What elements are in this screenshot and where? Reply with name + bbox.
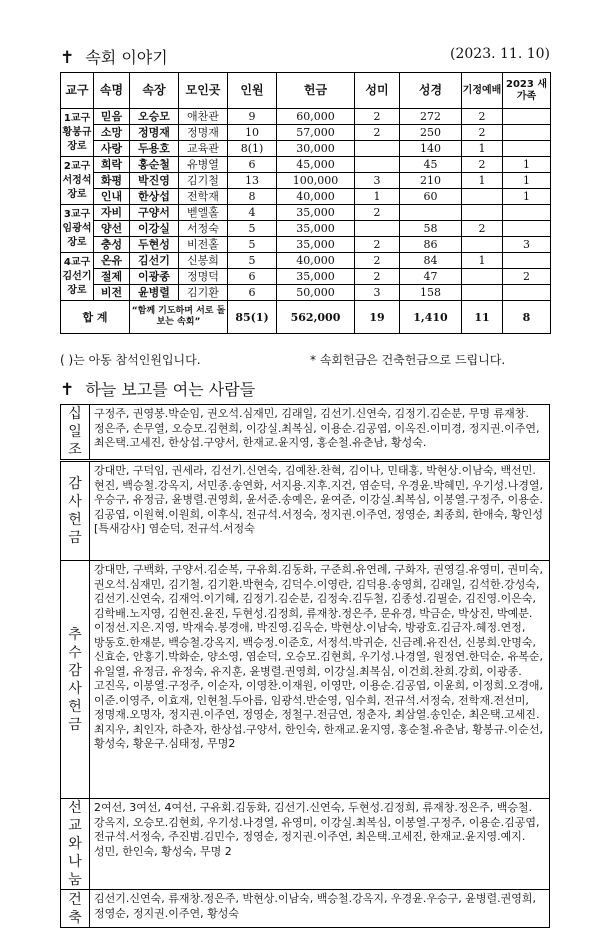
section1-title: 속회 이야기 [85, 48, 168, 67]
offering-names: 김선기.신연숙, 류재창.정은주, 박현상.이남숙, 백승철.강옥지, 우경윤.우승구, 윤병렬.권영희, 정영순, 정지권.이주연, 황성숙 [90, 890, 550, 928]
cell-rice: 2 [355, 125, 400, 141]
cell-offering: 40,000 [277, 253, 355, 269]
cell-newfam: 1 [503, 189, 551, 205]
district-label: 4교구 김선기 장로 [61, 253, 94, 301]
district-label: 2교구 서정석 장로 [61, 157, 94, 205]
cell-name: 희락 [94, 157, 130, 173]
cell-bible: 47 [400, 269, 462, 285]
cell-name: 양선 [94, 221, 130, 237]
cell-bible: 250 [400, 125, 462, 141]
total-offering: 562,000 [277, 301, 355, 334]
cell-newfam [503, 253, 551, 269]
cell-name: 인내 [94, 189, 130, 205]
cell-worship [462, 189, 503, 205]
district-label: 3교구 임광석 장로 [61, 205, 94, 253]
table-row [61, 109, 551, 125]
cell-worship [462, 285, 503, 301]
cell-leader: 정명재 [130, 125, 179, 141]
section2-title: 하늘 보고를 여는 사람들 [85, 380, 256, 399]
header-count: 인원 [228, 73, 277, 109]
cell-count: 5 [228, 237, 277, 253]
offering-category-label: 건축 [68, 891, 82, 926]
table-row [61, 189, 551, 205]
offering-names: 강대만, 구덕임, 권세라, 김선기.신연숙, 김예찬.찬혁, 김이나, 민태홍, 박현상.이남숙, 백선민.현진, 백승철.강옥지, 서민종.송연화, 서지용.지후.지건, 염순덕, 우경윤.박혜민, 우기성.나경열, 우승구, 유정금, 윤병렬.권영희, 윤서준.송예은, 윤여준, 이강실.최복심, 이봉열.구정주, 이용순.김공엽, 이원혁.이원희, 이후식, 전규석.서정숙, 정지권.이주연, 정영순, 최종희, 한애숙, 황인성 [특새감사] 염순덕, 전규석.서정숙 [90, 461, 550, 561]
cell-offering: 45,000 [277, 157, 355, 173]
cell-newfam: 1 [503, 157, 551, 173]
cell-leader: 김선기 [130, 253, 179, 269]
cell-name: 자비 [94, 205, 130, 221]
cell-newfam [503, 285, 551, 301]
cell-place: 유병열 [179, 157, 228, 173]
cell-count: 4 [228, 205, 277, 221]
cell-rice: 1 [355, 189, 400, 205]
cell-count: 9 [228, 109, 277, 125]
group-meeting-table [60, 72, 551, 334]
cell-place: 비전홀 [179, 237, 228, 253]
offering-category-label: 선교와나눔 [68, 800, 82, 888]
cell-bible: 58 [400, 221, 462, 237]
header-group-name: 속명 [94, 73, 130, 109]
cell-bible: 60 [400, 189, 462, 205]
cell-count: 8(1) [228, 141, 277, 157]
note-children: ( )는 아동 참석인원입니다. [60, 353, 201, 367]
cell-rice: 3 [355, 173, 400, 189]
cell-leader: 윤병렬 [130, 285, 179, 301]
cell-leader: 오승모 [130, 109, 179, 125]
total-rice: 19 [355, 301, 400, 334]
header-district: 교구 [61, 73, 94, 109]
cell-worship: 1 [462, 253, 503, 269]
total-label: 합 계 [61, 301, 130, 334]
cell-rice: 2 [355, 237, 400, 253]
header-offering: 헌금 [277, 73, 355, 109]
cell-place: 서정숙 [179, 221, 228, 237]
cell-leader: 한상섭 [130, 189, 179, 205]
cell-leader: 두용호 [130, 141, 179, 157]
table-row [61, 253, 551, 269]
cell-count: 6 [228, 285, 277, 301]
cell-name: 비전 [94, 285, 130, 301]
cell-place: 교육관 [179, 141, 228, 157]
cell-offering: 35,000 [277, 269, 355, 285]
header-leader: 속장 [130, 73, 179, 109]
cell-worship: 2 [462, 125, 503, 141]
cell-worship [462, 205, 503, 221]
cell-rice [355, 141, 400, 157]
cell-rice: 2 [355, 109, 400, 125]
table-notes [60, 351, 550, 368]
table-row [61, 285, 551, 301]
total-motto: “함께 기도하며 서로 돌보는 속회” [130, 301, 228, 334]
cell-offering: 50,000 [277, 285, 355, 301]
header-place: 모인곳 [179, 73, 228, 109]
table-row [61, 173, 551, 189]
cell-bible: 45 [400, 157, 462, 173]
table-row [61, 141, 551, 157]
cell-count: 5 [228, 253, 277, 269]
cell-place: 전학재 [179, 189, 228, 205]
offering-category-label: 추수감사헌금 [68, 626, 82, 733]
cross-icon: ✝ [60, 380, 75, 400]
cell-offering: 35,000 [277, 237, 355, 253]
total-newfam: 8 [503, 301, 551, 334]
cell-place: 정명재 [179, 125, 228, 141]
cell-newfam: 2 [503, 269, 551, 285]
cell-count: 6 [228, 269, 277, 285]
cell-place: 김기환 [179, 285, 228, 301]
cell-leader: 이광종 [130, 269, 179, 285]
cell-name: 믿음 [94, 109, 130, 125]
cell-name: 충성 [94, 237, 130, 253]
cell-offering: 100,000 [277, 173, 355, 189]
table-header-row [61, 73, 551, 109]
offering-category [61, 890, 90, 928]
offering-category [61, 799, 90, 890]
table-row [61, 221, 551, 237]
offering-names: 구정주, 권영봉.박순임, 권오석.심재민, 김래일, 김선기.신연숙, 김정기.김순분, 무명 류재창.정은주, 손무열, 오승모.김현희, 이강실.최복심, 이용순.김공엽, 이옥진.이미경, 정지권.이주연, 최은택.고세진, 한상섭.구양서, 한재교.윤지영, 홍순철.유춘남, 황성숙. [90, 405, 550, 461]
table-row [61, 237, 551, 253]
cell-bible: 86 [400, 237, 462, 253]
cell-worship: 2 [462, 157, 503, 173]
cell-worship: 2 [462, 109, 503, 125]
cell-newfam: 3 [503, 237, 551, 253]
cell-bible: 84 [400, 253, 462, 269]
offering-category-label: 감사헌금 [68, 476, 82, 546]
cell-rice: 3 [355, 285, 400, 301]
cell-leader: 구양서 [130, 205, 179, 221]
cell-bible: 158 [400, 285, 462, 301]
cell-name: 사랑 [94, 141, 130, 157]
cell-count: 13 [228, 173, 277, 189]
cell-place: 애찬관 [179, 109, 228, 125]
offering-list-table [60, 404, 550, 928]
cell-bible: 210 [400, 173, 462, 189]
cell-worship [462, 269, 503, 285]
cell-rice [355, 221, 400, 237]
cell-rice [355, 157, 400, 173]
header-new-family: 2023 새가족 [503, 73, 551, 109]
cell-offering: 35,000 [277, 205, 355, 221]
cell-place: 김기철 [179, 173, 228, 189]
cell-newfam [503, 221, 551, 237]
cell-name: 온유 [94, 253, 130, 269]
cell-name: 화평 [94, 173, 130, 189]
cell-newfam: 1 [503, 173, 551, 189]
cell-leader: 박진영 [130, 173, 179, 189]
cell-rice: 2 [355, 269, 400, 285]
table-row [61, 205, 551, 221]
cell-count: 8 [228, 189, 277, 205]
cell-bible [400, 205, 462, 221]
cell-rice: 2 [355, 205, 400, 221]
total-bible: 1,410 [400, 301, 462, 334]
header-bible: 성경 [400, 73, 462, 109]
district-label: 1교구 황봉규 장로 [61, 109, 94, 157]
offering-row [61, 405, 550, 461]
total-worship: 11 [462, 301, 503, 334]
header-rice: 성미 [355, 73, 400, 109]
cell-count: 10 [228, 125, 277, 141]
section2-header [60, 377, 550, 401]
cell-count: 6 [228, 157, 277, 173]
cell-leader: 홍순철 [130, 157, 179, 173]
cell-newfam [503, 205, 551, 221]
offering-category [61, 405, 90, 461]
cell-worship [462, 237, 503, 253]
offering-category [61, 561, 90, 799]
cell-name: 소망 [94, 125, 130, 141]
section1-header [60, 45, 550, 69]
offering-category [61, 461, 90, 561]
cell-rice: 2 [355, 253, 400, 269]
cell-bible: 140 [400, 141, 462, 157]
cell-newfam [503, 125, 551, 141]
note-offering: * 속회헌금은 건축헌금으로 드립니다. [310, 353, 506, 367]
cell-bible: 272 [400, 109, 462, 125]
table-row [61, 157, 551, 173]
table-row [61, 125, 551, 141]
cell-offering: 30,000 [277, 141, 355, 157]
offering-category-label: 십일조 [68, 406, 82, 458]
cross-icon: ✝ [60, 48, 75, 68]
cell-offering: 57,000 [277, 125, 355, 141]
header-worship: 기정예배 [462, 73, 503, 109]
cell-worship: 2 [462, 221, 503, 237]
cell-offering: 60,000 [277, 109, 355, 125]
total-count: 85(1) [228, 301, 277, 334]
cell-offering: 35,000 [277, 221, 355, 237]
table-row [61, 269, 551, 285]
total-row [61, 301, 551, 334]
cell-worship: 1 [462, 173, 503, 189]
cell-name: 절제 [94, 269, 130, 285]
offering-row [61, 461, 550, 561]
cell-newfam [503, 141, 551, 157]
cell-offering: 40,000 [277, 189, 355, 205]
cell-count: 5 [228, 221, 277, 237]
offering-row [61, 890, 550, 928]
cell-worship: 1 [462, 141, 503, 157]
offering-row [61, 799, 550, 890]
report-date: (2023. 11. 10) [450, 46, 550, 62]
offering-names: 2여선, 3여선, 4여선, 구유회.김동화, 김선기.신연숙, 두현성.김정희, 류재창.정은주, 백승철.강옥지, 오승모.김현희, 우기성.나경열, 유영미, 이강실.최복심, 이봉열.구정주, 이용순.김공엽, 전규석.서정숙, 주진범.김민수, 정영순, 정지권.이주연, 최은택.고세진, 한재교.윤지영.예지.성민, 한인숙, 황성숙, 무명 2 [90, 799, 550, 890]
cell-newfam [503, 109, 551, 125]
cell-leader: 두현성 [130, 237, 179, 253]
cell-place: 벧엘홀 [179, 205, 228, 221]
cell-leader: 이강실 [130, 221, 179, 237]
offering-row [61, 561, 550, 799]
cell-place: 정명덕 [179, 269, 228, 285]
offering-names: 강대만, 구백화, 구양서.김순복, 구유회.김동화, 구준희.유연례, 구화자, 권영길.유영미, 권미숙, 권오석.심재민, 김기철, 김기환.박현숙, 김덕수.이영란, 김덕용.송영희, 김래일, 김석한.강성숙, 김선기.신연숙, 김재억.이기혜, 김정기.김순분, 김정숙.김두철, 김종성.김필순, 김진영.이은숙, 김학배.노지영, 김현진.윤진, 두현성.김정희, 류재창.정은주, 문유경, 박금순, 박상진, 박예분.이정선.지은.지영, 박재숙.봉경애, 박진영.김옥순, 박현상.이남숙, 방광호.김금자.혜정.연정, 방동호.한재분, 백승철.강옥지, 백승정.이준호, 서정석.박귀순, 신금례.유진선, 신봉희.안명숙, 신효순, 안홍기.박화순, 양소영, 염순덕, 오승모.김현희, 우기성.나경열, 원정연.한덕순, 유복순, 유일열, 유정금, 유정숙, 유지훈, 윤병렬.권영희, 이강실.최복심, 이건희.찬희.강희, 이광종.고진옥, 이봉열.구정주, 이순자, 이영찬.이재원, 이영만, 이용순.김공엽, 이윤희, 이정희.오경애, 이준.이영주, 이효재, 인현철.두아름, 임광석.반순영, 임수희, 전규석.서정숙, 전학재.전선미, 정명재.오명자, 정지권.이주연, 정영순, 정철구.전금연, 정춘자, 최삼열.송인순, 최은택.고세진.최지우, 최인자, 하춘자, 한상섭.구양서, 한인숙, 한재교.윤지영, 홍순철.유춘남, 황봉규.이순선, 황성숙, 황운구.심태정, 무명2 [90, 561, 550, 799]
cell-place: 신봉희 [179, 253, 228, 269]
